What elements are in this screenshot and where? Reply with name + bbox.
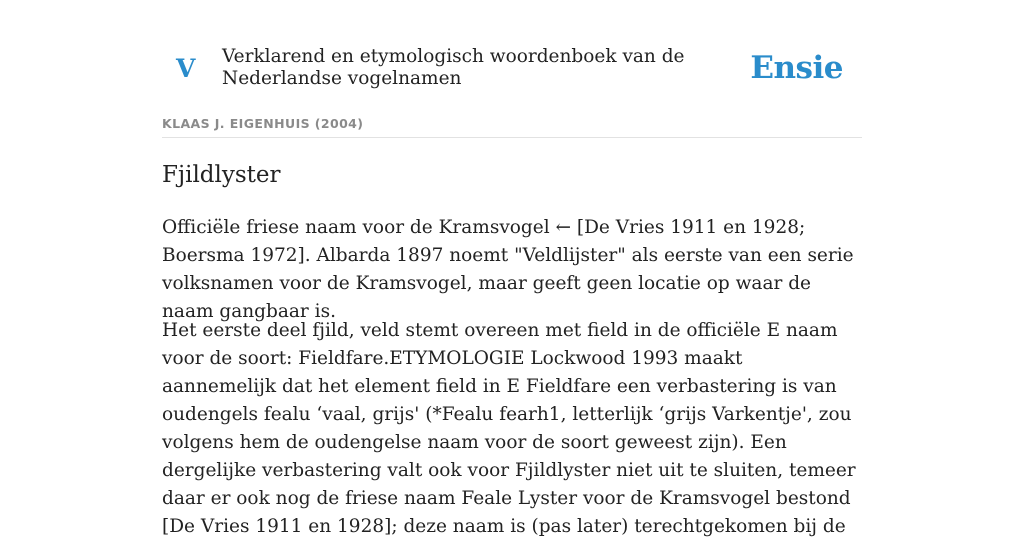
entry-title: Fjildlyster <box>162 162 281 188</box>
dictionary-title[interactable]: Verklarend en etymologisch woordenboek van de Nederlandse vogelnamen <box>222 46 685 89</box>
entry-paragraph-2: Het eerste deel fjild, veld stemt overeen met field in de officiële E naam voor de soort: Fieldfare.ETYMOLOGIE Lockwood 1993 maakt aannemelijk dat het element field in E Fieldfare een verbastering is van oudengels fealu ‘vaal, grijs' (*Fealu fearh1, letterlijk ‘grijs Varkentje', zou volgens hem de oudengelse naam voor de soort geweest zijn). Een dergelijke verbastering valt ook voor Fjildlyster niet uit te sluiten, temeer daar er ook nog de friese naam Feale Lyster voor de Kramsvogel bestond [De Vries 1911 en 1928]; deze naam is (pas later) terechtgekomen bij de <box>162 320 856 537</box>
header <box>162 0 862 112</box>
content-column <box>162 0 862 537</box>
dictionary-logo[interactable]: V <box>176 54 196 83</box>
divider <box>162 137 862 138</box>
entry-paragraph-1: Officiële friese naam voor de Kramsvogel ← [De Vries 1911 en 1928; Boersma 1972]. Albarda 1897 noemt "Veldlijster" als eerste van een serie volksnamen voor de Kramsvogel, maar geeft geen locatie op waar de naam gangbaar is. <box>162 217 854 322</box>
author-line: KLAAS J. EIGENHUIS (2004) <box>162 116 364 131</box>
ensie-logo-link[interactable]: Ensie <box>750 50 843 86</box>
